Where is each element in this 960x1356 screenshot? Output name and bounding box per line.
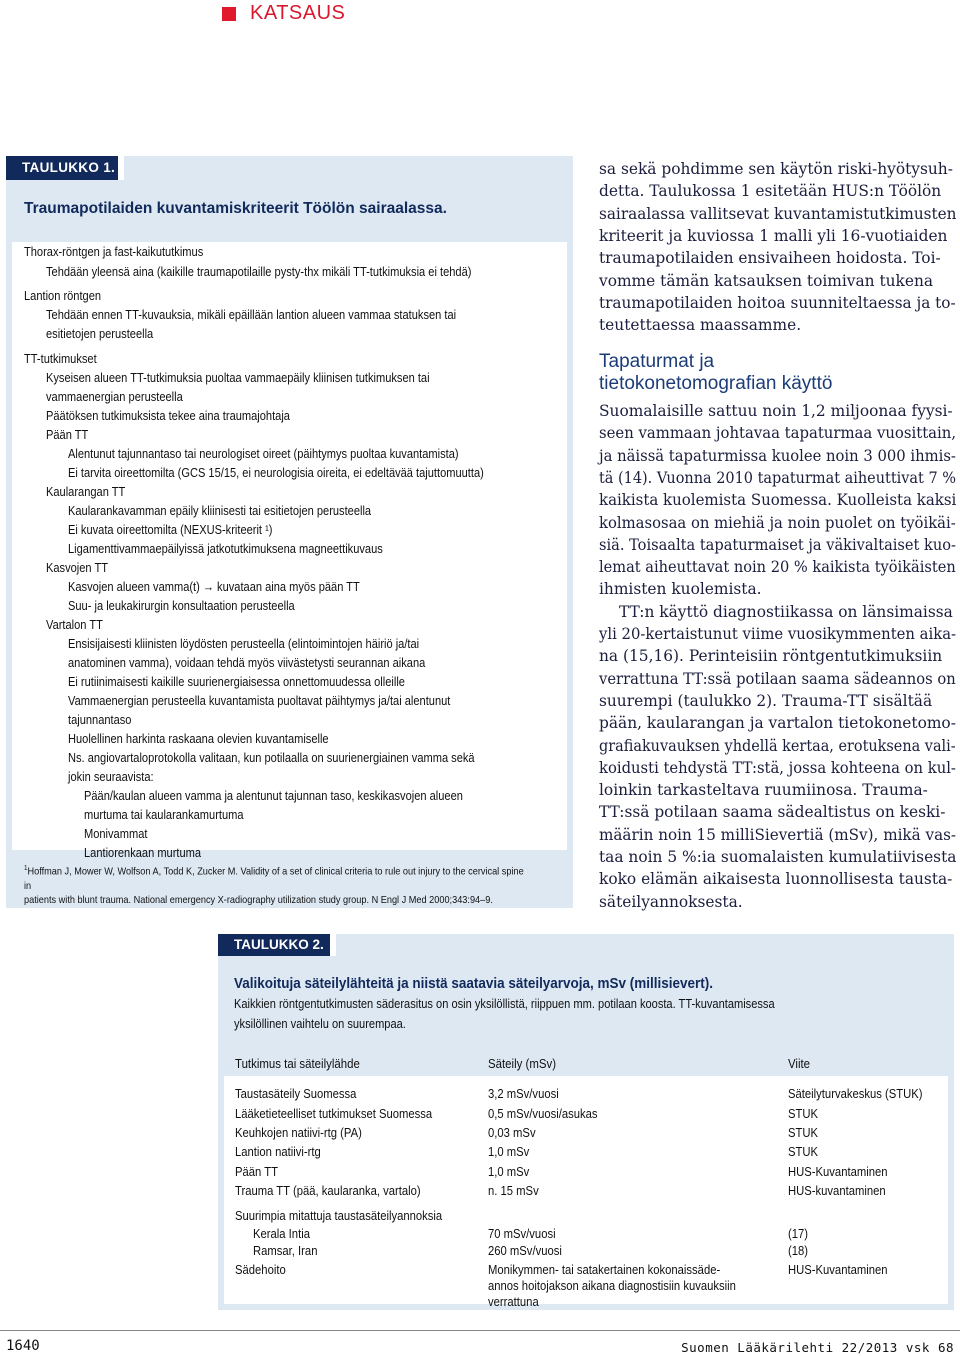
- table-1-line: Tehdään ennen TT-kuvauksia, mikäli epäillään lantion alueen vammaa statuksen tai: [46, 308, 457, 322]
- article-line: taa noin 5 %:ia suomalaisten kumulatiivisesta: [599, 848, 957, 866]
- table-2-cell: Sädehoito: [235, 1262, 286, 1277]
- table-2-cell: n. 15 mSv: [488, 1183, 539, 1198]
- table-2-cell: HUS-Kuvantaminen: [788, 1262, 888, 1277]
- table-2-cell: 260 mSv/vuosi: [488, 1243, 562, 1258]
- table-1-line: Kaularankavamman epäily kliinisesti tai esitietojen perusteella: [68, 504, 372, 518]
- table-1-line: jokin seuraavista:: [68, 770, 154, 784]
- article-line: pään, kaularangan ja vartalon tietokonetomo-: [599, 714, 956, 733]
- table-1-title: Traumapotilaiden kuvantamiskriteerit Töölön sairaalassa.: [24, 200, 447, 217]
- table-1-line: esitietojen perusteella: [46, 327, 154, 341]
- article-line: seen vammaan johtavaa tapaturmaa vuosittain,: [599, 424, 957, 443]
- table-1-line: murtuma tai kaularankamurtuma: [84, 808, 244, 822]
- table-1-line: anatominen vamma), voidaan tehdä myös viivästetysti seurannan aikana: [68, 656, 426, 670]
- table-2-cell: verrattuna: [488, 1294, 539, 1309]
- table-2-header-source: Tutkimus tai säteilylähde: [235, 1056, 360, 1071]
- table-1-line: Ei tarvita oireettomilta (GCS 15/15, ei neurologisia oireita, ei edeltävää tajuttomuutta): [68, 466, 484, 480]
- article-line: säteilyannoksesta.: [599, 892, 743, 911]
- table-2-tag-bar: [330, 934, 954, 956]
- article-line: verrattuna TT:ssä potilaan saama sädeannos on: [599, 669, 956, 688]
- table-1-line: Lantion röntgen: [24, 289, 102, 303]
- table-2-cell: 0,03 mSv: [488, 1125, 536, 1140]
- table-1-line: Ensisijaisesti kliinisten löydösten perusteella (elintoimintojen häiriö ja/tai: [68, 637, 420, 651]
- article-line: traumapotilaiden ensivaiheen hoidosta. Toi-: [599, 249, 941, 268]
- table-1: [6, 156, 573, 908]
- table-2-title: Valikoituja säteilylähteitä ja niistä saatavia säteilyarvoja, mSv (millisievert).: [234, 976, 713, 992]
- article-line: suurempi (taulukko 2). Trauma-TT sisältää: [599, 691, 933, 710]
- article-line: vomme tämän katsauksen toimivan tukena: [599, 271, 934, 290]
- table-1-line: Vammaenergian perusteella kuvantamista puoltavat päihtymys ja/tai alentunut: [68, 694, 451, 708]
- table-2-subtitle: [234, 994, 929, 1034]
- article-line: lemat aiheuttavat noin 20 % kaikista työikäisten: [599, 558, 956, 577]
- table-1-line: Pään/kaulan alueen vamma ja alentunut tajunnan taso, keskikasvojen alueen: [84, 789, 463, 803]
- table-1-line: Tehdään yleensä aina (kaikille traumapotilaille pysty-thx mikäli TT-tutkimuksia ei tehdä): [46, 265, 472, 279]
- table-1-line: Vartalon TT: [46, 618, 103, 632]
- table-2-cell: Säteilyturvakeskus (STUK): [788, 1086, 923, 1101]
- footnote-line-1: Hoffman J, Mower W, Wolfson A, Todd K, Zucker M. Validity of a set of clinical criteria to rule out injury to the cervical spine in: [24, 866, 524, 892]
- article-line: detta. Taulukossa 1 esitetään HUS:n Töölön: [599, 182, 942, 201]
- table-2-cell: Lääketieteelliset tutkimukset Suomessa: [235, 1106, 433, 1121]
- table-2-body: [218, 1036, 954, 1310]
- table-2-cell: Lantion natiivi-rtg: [235, 1144, 321, 1159]
- table-1-line: Monivammat: [84, 827, 148, 841]
- article-line: kaikista kuolemista Suomessa. Kuolleista kaksi: [599, 491, 957, 510]
- table-2-header-row: [224, 1044, 948, 1076]
- table-2-group-label: Suurimpia mitattuja taustasäteilyannoksia: [235, 1208, 443, 1223]
- article-heading-line-2: tietokonetomografian käyttö: [599, 373, 833, 394]
- table-1-line: Kasvojen alueen vamma(t) → kuvataan aina myös pään TT: [68, 580, 360, 594]
- table-2-subtitle-line-1: Kaikkien röntgentutkimusten säderasitus on osin yksilöllistä, riippuen mm. potilaan koosta. TT-kuvantamisessa: [234, 997, 775, 1011]
- article-line: määrin noin 15 milliSievertiä (mSv), mikä vas-: [599, 825, 957, 844]
- table-1-line: Kaularangan TT: [46, 485, 126, 499]
- article-line: tä (14). Vuonna 2010 tapaturmat aiheuttivat 7 %: [599, 468, 956, 487]
- table-2-cell: Taustasäteily Suomessa: [235, 1086, 357, 1101]
- article-line: ja näissä tapaturmissa kuolee noin 3 000 ihmis-: [599, 446, 956, 465]
- table-1-line: vammaenergian perusteella: [46, 390, 183, 404]
- table-1-line: Alentunut tajunnantaso tai neurologiset oireet (päihtymys puoltaa kuvantamista): [68, 447, 459, 461]
- table-1-line: Kyseisen alueen TT-tutkimuksia puoltaa vammaepäily kliinisen tutkimuksen tai: [46, 371, 430, 385]
- table-2-cell: STUK: [788, 1125, 819, 1140]
- article-line: TT:n käyttö diagnostiikassa on länsimaissa: [619, 602, 953, 621]
- article-line: traumapotilaiden hoitoa suunniteltaessa ja to-: [599, 293, 956, 312]
- table-1-line: Ligamenttivammaepäilyissä jatkotutkimuksena magneettikuvaus: [68, 542, 383, 556]
- section-square-icon: [222, 7, 236, 21]
- page-number: 1640: [6, 1338, 40, 1354]
- article-line: Suomalaisille sattuu noin 1,2 miljoonaa fyysi-: [599, 402, 953, 420]
- table-2-cell: HUS-Kuvantaminen: [788, 1164, 888, 1179]
- journal-name: Suomen Lääkärilehti 22/2013 vsk 68: [681, 1340, 954, 1355]
- footnote-line-2: patients with blunt trauma. National emergency X-radiography utilization study group. N Engl J Med 2000;343:94–9.: [24, 895, 493, 907]
- table-1-line: Ei kuvata oireettomilta (NEXUS-kriteerit ¹): [68, 523, 273, 537]
- table-1-line: Suu- ja leukakirurgin konsultaation perusteella: [68, 599, 295, 613]
- article-line: koko elämän aikaisesta luonnollisesta tausta-: [599, 870, 953, 889]
- table-2-cell: HUS-kuvantaminen: [788, 1183, 886, 1198]
- table-2-cell: Kerala Intia: [253, 1226, 310, 1241]
- article-line: loinkin tarkasteltava ruumiinosa. Trauma-: [599, 781, 928, 800]
- article-line: koidusti tehdystä TT:stä, jossa kohteena on kul-: [599, 758, 956, 777]
- article-line: kolmasosaa on miehiä ja noin puolet on työikäi-: [599, 513, 956, 532]
- table-2-cell: (18): [788, 1243, 809, 1258]
- table-2-cell: 1,0 mSv: [488, 1164, 530, 1179]
- table-1-line: Huolellinen harkinta raskaana olevien kuvantamiselle: [68, 732, 329, 746]
- table-2-cell: Ramsar, Iran: [253, 1243, 318, 1258]
- table-2-subtitle-line-2: yksilöllinen vaihtelu on suurempaa.: [234, 1017, 406, 1031]
- article-line: grafiakuvauksen yhdellä kertaa, erotuksena vali-: [599, 736, 956, 755]
- table-2: [218, 934, 954, 1310]
- table-1-footnote: [24, 862, 528, 909]
- footer-rule: [0, 1330, 960, 1331]
- table-2-cell: (17): [788, 1226, 809, 1241]
- table-1-line: Päätöksen tutkimuksista tekee aina traumajohtaja: [46, 409, 290, 423]
- table-2-cell: STUK: [788, 1144, 819, 1159]
- article-line: kriteerit ja kuviossa 1 malli yli 16-vuotiaiden: [599, 226, 948, 245]
- footnote-mark: 1: [24, 865, 28, 872]
- table-1-line: Ei rutiinimaisesti kaikille suurienergiaisessa onnettomuudessa olleille: [68, 675, 405, 689]
- table-1-body: [6, 236, 573, 860]
- table-1-line: Pään TT: [46, 428, 89, 442]
- table-1-line: Ns. angiovartaloprotokolla valitaan, kun potilaalla on suurienergiainen vamma sekä: [68, 751, 475, 765]
- table-2-cell: annos hoitojakson aikana diagnostisiin kuvauksiin: [488, 1278, 736, 1293]
- table-2-cell: Trauma TT (pää, kaularanka, vartalo): [235, 1183, 421, 1198]
- table-2-cell: Pään TT: [235, 1164, 278, 1179]
- table-1-line: TT-tutkimukset: [24, 352, 97, 366]
- article-line: na (15,16). Perinteisiin röntgentutkimuksiin: [599, 647, 943, 666]
- table-2-cell: Keuhkojen natiivi-rtg (PA): [235, 1125, 362, 1140]
- table-2-header-dose: Säteily (mSv): [488, 1056, 557, 1071]
- table-1-tag: TAULUKKO 1.: [6, 156, 118, 180]
- article-heading-line-1: Tapaturmat ja: [599, 351, 715, 372]
- table-2-cell: 0,5 mSv/vuosi/asukas: [488, 1106, 598, 1121]
- table-1-line: Lantiorenkaan murtuma: [84, 846, 202, 860]
- section-label: KATSAUS: [250, 2, 346, 24]
- article-line: teutettaessa maassamme.: [599, 316, 802, 335]
- article-line: sa sekä pohdimme sen käytön riski-hyötysuh-: [599, 160, 953, 178]
- table-2-cell: 70 mSv/vuosi: [488, 1226, 556, 1241]
- table-1-line: tajunnantaso: [68, 713, 132, 727]
- table-2-cell: 3,2 mSv/vuosi: [488, 1086, 559, 1101]
- table-1-tag-divider: [118, 156, 124, 180]
- table-2-cell: STUK: [788, 1106, 819, 1121]
- table-1-line: Thorax-röntgen ja fast-kaikututkimus: [24, 245, 204, 259]
- table-2-tag: TAULUKKO 2.: [218, 934, 330, 956]
- article-line: ihmisten kuolemista.: [599, 580, 762, 599]
- article-line: siä. Toisaalta tapaturmaiset ja väkivaltaiset kuo-: [599, 535, 956, 554]
- table-2-header-ref: Viite: [788, 1056, 811, 1071]
- table-1-line: Kasvojen TT: [46, 561, 109, 575]
- article-line: yli 20-kertaistunut viime vuosikymmenten aika-: [599, 625, 957, 643]
- section-header: [222, 2, 345, 25]
- table-2-cell: 1,0 mSv: [488, 1144, 530, 1159]
- table-2-cell: Monikymmen- tai satakertainen kokonaissäde-: [488, 1262, 721, 1277]
- article-line: TT:ssä potilaan saama sädealtistus on keski-: [599, 803, 946, 822]
- article-line: sairaalassa vallitsevat kuvantamistutkimusten: [599, 204, 957, 223]
